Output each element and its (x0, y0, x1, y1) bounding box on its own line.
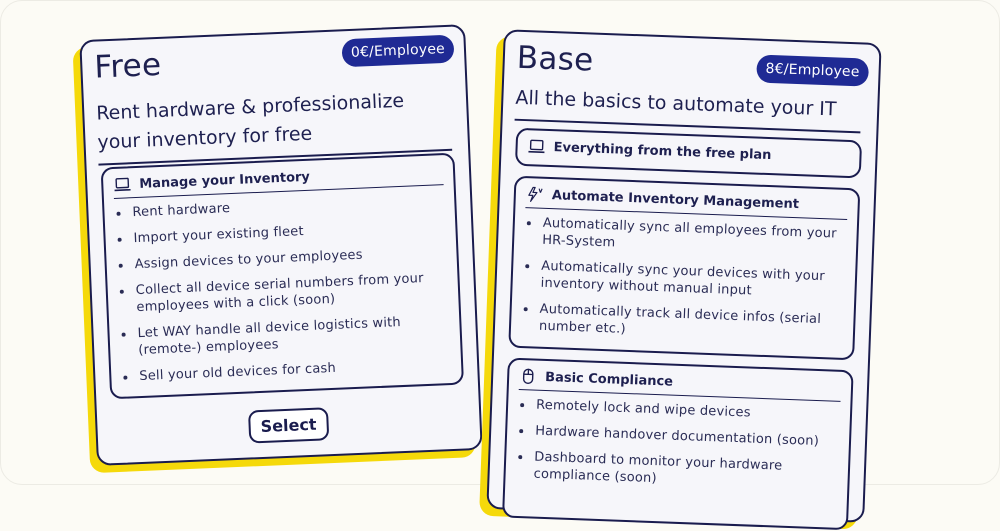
feature-list (104, 191, 462, 401)
feature-group-basic-compliance (502, 358, 854, 531)
feature-item: Collect all device serial numbers from your employees with a click (soon) (117, 269, 448, 317)
feature-group-title: Automate Inventory Management (551, 187, 800, 212)
feature-group-automate-inventory (508, 176, 860, 361)
feature-group-title: Everything from the free plan (553, 139, 772, 163)
feature-item: Sell your old devices for cash (121, 355, 451, 386)
feature-item: Automatically track all device infos (serial number etc.) (521, 300, 844, 346)
laptop-icon (527, 138, 546, 155)
feature-group-header (525, 186, 848, 220)
laptop-icon (113, 176, 132, 193)
plan-card-free (79, 24, 483, 466)
feature-item: Rent hardware (114, 191, 444, 222)
plan-tagline: All the basics to automate your IT (515, 84, 862, 134)
price-badge: 8€/Employee (756, 55, 869, 87)
sparkle-bolt-icon (526, 186, 545, 203)
feature-group-title: Basic Compliance (544, 369, 674, 390)
price-badge: 0€/Employee (341, 35, 454, 68)
feature-item: Dashboard to monitor your hardware compliance (soon) (515, 448, 838, 494)
feature-item: Import your existing fleet (115, 217, 445, 248)
mouse-icon (519, 368, 538, 385)
feature-group-header (527, 138, 849, 166)
feature-item: Let WAY handle all device logistics with (remote-) employees (119, 312, 450, 360)
feature-group-everything-free (515, 128, 862, 179)
feature-item: Hardware handover documentation (soon) (517, 422, 839, 451)
feature-group-title: Manage your Inventory (139, 169, 311, 192)
feature-list (510, 214, 857, 361)
feature-item: Automatically sync all employees from your HR-System (524, 214, 847, 260)
select-button[interactable]: Select (248, 407, 329, 443)
feature-group-manage-inventory (101, 153, 464, 400)
plan-name: Free (93, 46, 163, 86)
feature-list (505, 396, 850, 509)
feature-group-header (519, 368, 842, 402)
feature-item: Automatically sync your devices with your inventory without manual input (522, 257, 845, 303)
plan-card-base (486, 29, 881, 523)
feature-item: Assign devices to your employees (116, 243, 446, 274)
plan-tagline: Rent hardware & professionalize your inventory for free (96, 85, 452, 166)
feature-item: Remotely lock and wipe devices (518, 396, 840, 425)
plan-name: Base (516, 39, 595, 79)
